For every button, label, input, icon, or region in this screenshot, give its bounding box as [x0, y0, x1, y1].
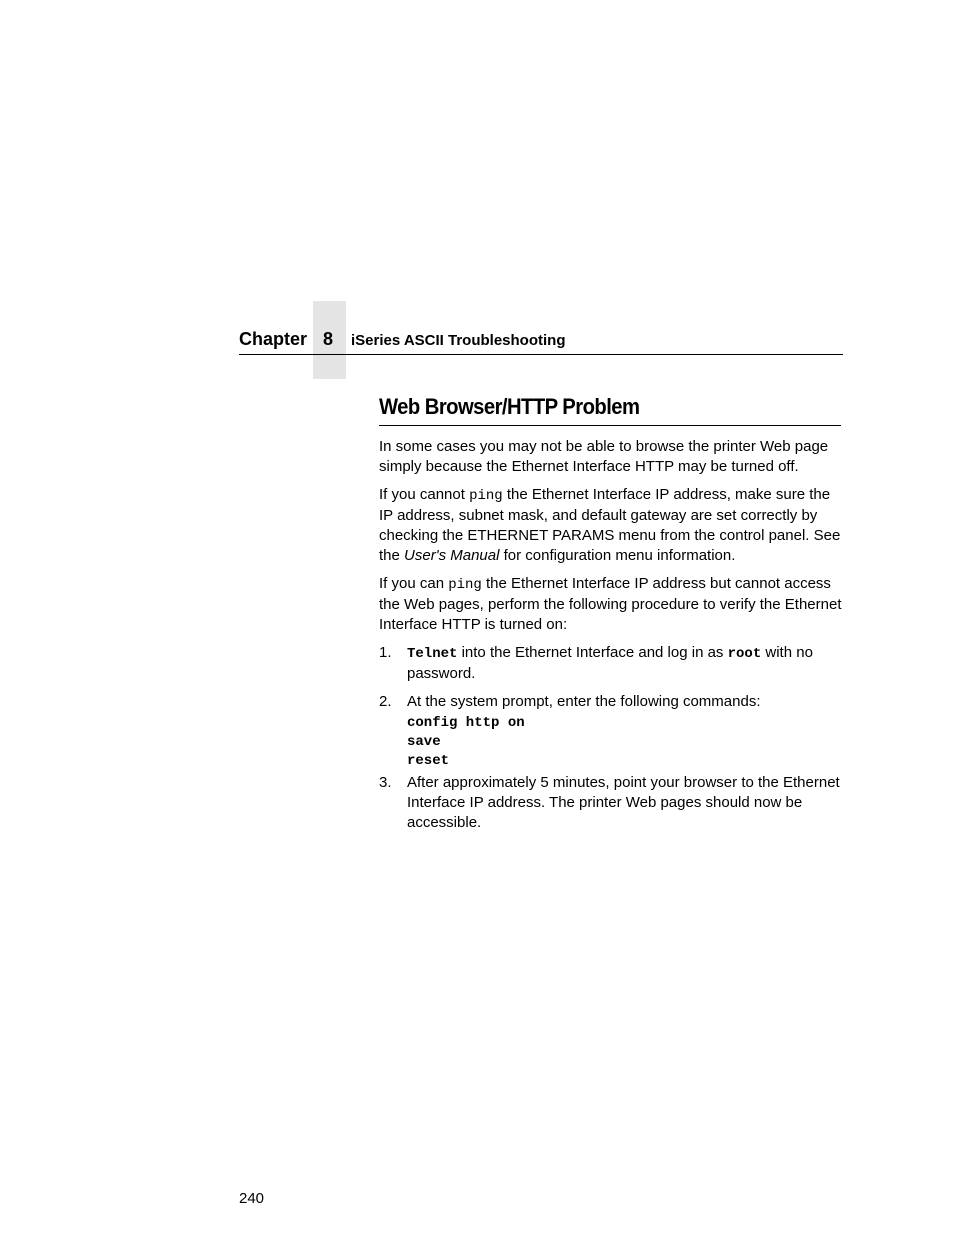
step-1	[379, 643, 843, 684]
step-3	[379, 773, 843, 833]
step-number: 3.	[379, 774, 392, 791]
manual-title: User's Manual	[404, 547, 500, 564]
step-text: with no password.	[407, 644, 813, 682]
paragraph-text: the Ethernet Interface IP address but cannot access the Web pages, perform the following procedure to verify the Ethernet Interface HTTP is turned on:	[379, 575, 842, 633]
inline-code: root	[727, 646, 762, 662]
step-number: 2.	[379, 693, 392, 710]
section-title: Web Browser/HTTP Problem	[379, 394, 640, 419]
inline-code: Telnet	[407, 646, 458, 662]
paragraph-text: the Ethernet Interface IP address, make sure the IP address, subnet mask, and default gateway are set correctly by checking the ETHERNET PARAMS menu from the control panel. See the	[379, 486, 841, 564]
chapter-title: iSeries ASCII Troubleshooting	[351, 332, 566, 349]
step-text: After approximately 5 minutes, point your browser to the Ethernet Interface IP address. The printer Web pages should now be accessible.	[407, 774, 840, 831]
page-number: 240	[239, 1190, 265, 1207]
paragraph-text: If you can	[379, 575, 449, 592]
paragraph-text: If you cannot	[379, 486, 470, 503]
paragraph-intro: In some cases you may not be able to browse the printer Web page simply because the Ethernet Interface HTTP may be turned off.	[379, 438, 829, 475]
chapter-number: 8	[322, 329, 333, 349]
chapter-label: Chapter	[239, 329, 308, 349]
section-divider	[379, 425, 841, 426]
paragraph-can-ping	[379, 574, 843, 635]
command-block	[407, 714, 843, 771]
command-line: save	[407, 734, 441, 750]
step-text: into the Ethernet Interface and log in as	[457, 644, 728, 661]
step-2	[379, 692, 843, 712]
command-line: reset	[407, 753, 450, 769]
step-text: At the system prompt, enter the following commands:	[407, 693, 761, 710]
step-number: 1.	[379, 644, 392, 661]
command-line: config http on	[407, 715, 525, 731]
paragraph-cannot-ping	[379, 485, 843, 566]
main-content	[379, 437, 843, 841]
inline-code: ping	[469, 488, 503, 504]
header-divider	[239, 354, 843, 355]
inline-code: ping	[448, 577, 482, 593]
paragraph-text: for configuration menu information.	[499, 547, 736, 564]
